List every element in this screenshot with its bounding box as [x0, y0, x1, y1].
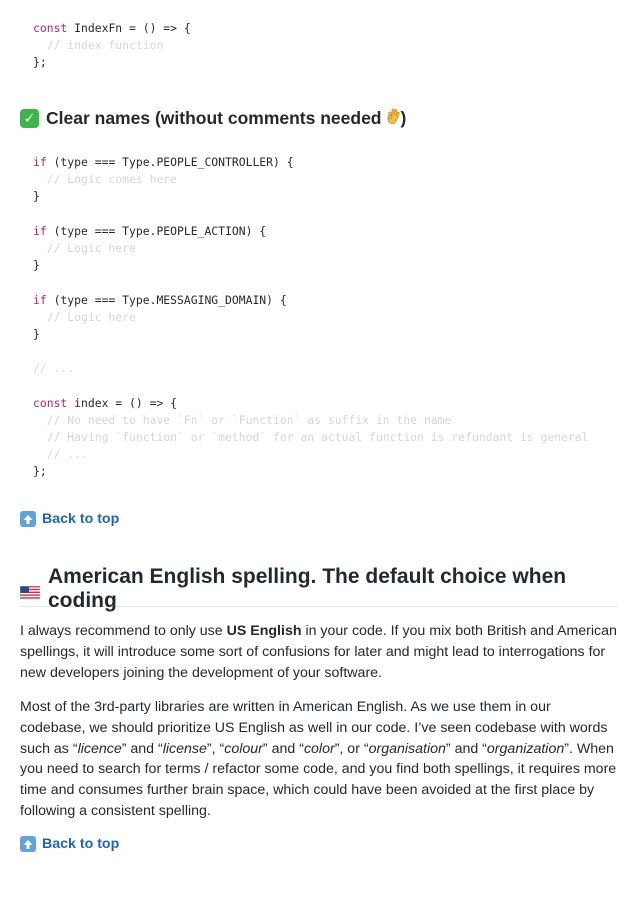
italic-term: color: [303, 740, 335, 757]
paragraph-text: Most of the 3rd-party libraries are written in American English. As we use them in our codebase, we should prioritize US English as well in our code. I’ve seen codebase with words such as “: [20, 699, 608, 757]
back-to-top-link-1[interactable]: [20, 509, 119, 529]
back-to-top-link-2[interactable]: [20, 834, 119, 854]
code-line: [18, 154, 621, 171]
code-line: [18, 37, 621, 54]
code-line: [18, 429, 621, 446]
code-line: [18, 240, 621, 257]
paragraph-us-english-intro: [20, 621, 620, 683]
section-title: American English spelling. The default choice when coding: [48, 565, 567, 612]
back-to-top-label: Back to top: [42, 511, 120, 527]
code-comment: // Logic comes here: [33, 172, 178, 187]
ok-hand-icon: [385, 107, 401, 129]
code-line: [18, 395, 621, 412]
code-line: [18, 274, 621, 291]
heading-clear-names-close: ): [400, 107, 407, 128]
code-keyword: const: [33, 21, 68, 35]
code-text: }: [33, 189, 40, 204]
code-line: [18, 446, 621, 463]
code-text: }: [33, 258, 40, 273]
emphasis-text: US English: [226, 623, 302, 639]
paragraph-text: ” and “: [445, 740, 487, 757]
code-line: [18, 257, 621, 274]
check-icon: ✓: [20, 109, 39, 128]
code-line: [18, 412, 621, 429]
back-to-top-label: Back to top: [42, 836, 120, 852]
italic-term: organization: [486, 740, 565, 757]
paragraph-us-english-libraries: [20, 697, 620, 822]
code-comment: // Logic here: [33, 240, 136, 255]
code-keyword: if: [33, 223, 47, 238]
code-comment: // index function: [33, 38, 164, 53]
code-block-clear-names: [18, 154, 621, 481]
code-keyword: if: [33, 155, 47, 169]
code-line: [18, 326, 621, 343]
italic-term: license: [162, 740, 207, 757]
code-text: };: [33, 464, 47, 479]
code-line: [18, 20, 621, 37]
italic-term: licence: [77, 740, 122, 757]
paragraph-text: I always recommend to only use: [20, 623, 227, 639]
code-line: [18, 54, 621, 71]
code-block-index-fn: [18, 20, 621, 72]
code-keyword: const: [33, 395, 68, 410]
code-line: [18, 309, 621, 326]
code-text: };: [33, 55, 47, 70]
code-text: (type === Type.PEOPLE_ACTION) {: [46, 223, 267, 238]
heading-clear-names: [20, 104, 406, 132]
code-line: [18, 463, 621, 480]
code-line: [18, 171, 621, 188]
paragraph-text: ”, “: [206, 740, 225, 757]
up-arrow-icon: [20, 836, 36, 852]
paragraph-text: ” and “: [121, 740, 163, 757]
heading-clear-names-text: Clear names (without comments needed: [46, 107, 382, 128]
italic-term: colour: [224, 740, 263, 757]
italic-term: organisation: [368, 740, 446, 757]
code-text: (type === Type.MESSAGING_DOMAIN) {: [46, 292, 287, 307]
code-comment: // Having `function` or `method` for an actual function is refundant is general: [33, 430, 589, 444]
code-line: [18, 292, 621, 309]
code-text: index = () => {: [67, 395, 178, 410]
code-text: IndexFn = () => {: [67, 21, 191, 35]
code-line: [18, 206, 621, 223]
us-flag-icon: [20, 582, 40, 596]
code-line: [18, 223, 621, 240]
code-text: (type === Type.PEOPLE_CONTROLLER) {: [46, 155, 294, 169]
paragraph-text: ”, or “: [334, 740, 369, 757]
code-line: [18, 360, 621, 377]
code-text: }: [33, 326, 40, 341]
section-heading-us-english: [20, 565, 618, 612]
paragraph-text: ”. When you need to search for terms / refactor some code, and you find both spellings, it requires more time and consumes further brain space, which could have been avoided at the first place by following a consistent spelling.: [20, 740, 617, 819]
paragraph-text: in your code. If you mix both British and American spellings, it will introduce some sort of confusions for later and might lead to interrogations for new developers joining the development of your software.: [20, 623, 617, 681]
code-comment: // ...: [33, 361, 75, 376]
up-arrow-icon: [20, 511, 36, 527]
code-line: [18, 377, 621, 394]
code-line: [18, 188, 621, 205]
code-keyword: if: [33, 292, 47, 307]
code-comment: // Logic here: [33, 309, 136, 324]
paragraph-text: ” and “: [262, 740, 304, 757]
code-comment: // ...: [33, 447, 88, 462]
code-comment: // No need to have `Fn` or `Function` as suffix in the name: [33, 412, 452, 427]
code-line: [18, 343, 621, 360]
